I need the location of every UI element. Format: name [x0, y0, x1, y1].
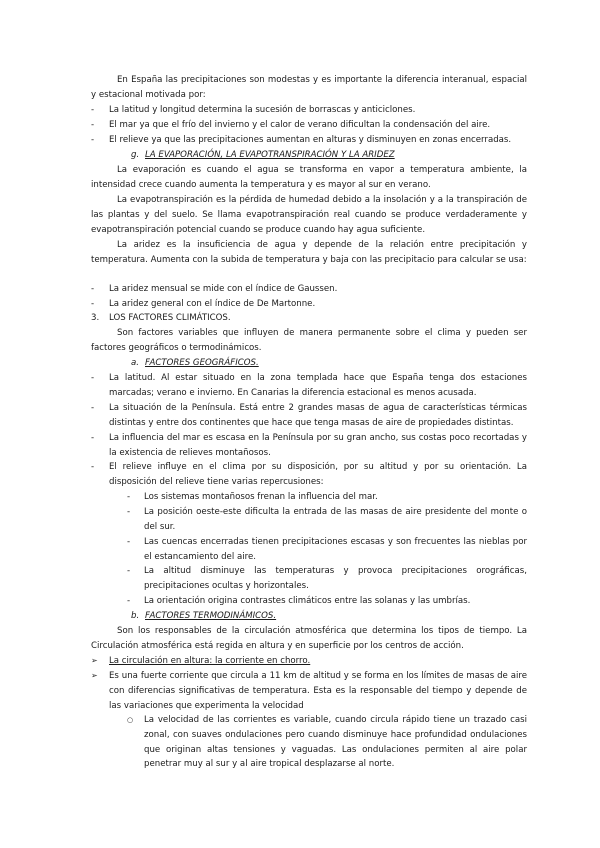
arrow-bullet-icon: ➢ [91, 656, 98, 665]
paragraph-factores: Son factores variables que influyen de manera permanente sobre el clima y pueden ser factores geográficos o termodinámicos. [91, 328, 527, 353]
dash-bullet: - [91, 403, 95, 413]
paragraph-evaporacion: La evaporación es cuando el agua se transforma en vapor a temperatura ambiente, la intensidad crece cuando aumenta la temperatura y es mayor al sur en verano. [91, 165, 527, 190]
dash-bullet: - [91, 105, 95, 115]
dash-bullet: - [127, 537, 131, 547]
dash-bullet: - [91, 284, 95, 294]
paragraph-evapotranspiracion: La evapotranspiración es la pérdida de humedad debido a la insolación y a la transpiración de las plantas y del suelo. Se llama evapotranspiración real cuando se produce verdaderamente y evapotranspiración potencial cuando se produce cuando hay agua suficiente. [91, 195, 527, 235]
circle-bullet-icon: ○ [127, 716, 134, 724]
dash-bullet: - [91, 299, 95, 309]
paragraph-intro: En España las precipitaciones son modestas y es importante la diferencia interanual, espacial y estacional motivada por: [91, 75, 527, 100]
dash-bullet: - [127, 507, 131, 517]
dash-bullet: - [91, 373, 95, 383]
arrow-bullet-icon: ➢ [91, 671, 98, 680]
dash-bullet: - [127, 566, 131, 576]
dash-bullet: - [91, 120, 95, 130]
dash-bullet: - [127, 492, 131, 502]
paragraph-aridez: La aridez es la insuficiencia de agua y depende de la relación entre precipitación y temperatura. Aumenta con la subida de temperatura y baja con las precipitacio para calcular se usa: [91, 240, 527, 265]
document-page: En España las precipitaciones son modestas y es importante la diferencia interanual, espacial y estacional motivada por: - La latitud y longitud determina la sucesión de borrascas y anticiclones. - El mar ya que el frío del invierno y el calor de verano dificultan la condensación del aire. - El relieve ya que las precipitaciones aumentan en alturas y disminuyen en zonas encerradas. g. LA EVAPORACIÓN, LA EVAPOTRANSPIRACIÓN Y LA ARIDEZ La evaporación es cuando el agua se transforma en vapor a temperatura ambiente, la intensidad crece cuando aumenta la temperatura y es mayor al sur en verano. La evapotranspiración es la pérdida de humedad debido a la insolación y a la transpiración de las plantas y del suelo. Se llama evapotranspiración real cuando se produce verdaderamente y evapotranspiración potencial cuando se produce cuando hay agua suficiente. La aridez es la insuficiencia de agua y depende de la relación entre precipitación y temperatura. Aumenta con la subida de temperatura y baja con las precipitacio para calcular se usa: - La aridez mensual se mide con el índice de Gaussen. - La aridez general con el índice de De Martonne. 3. LOS FACTORES CLIMÁTICOS. Son factores variables que influyen de manera permanente sobre el clima y pueden ser factores geográficos o termodinámicos. a. FACTORES GEOGRÁFICOS. - La latitud. Al estar situado en la zona templada hace que España tenga dos estaciones marcadas; verano e invierno. En Canarias la diferencia estacional es menos acusada. - La situación de la Península. Está entre 2 grandes masas de agua de características térmicas distintas y entre dos continentes que hace que tenga masas de aire de propiedades distintas. - La influencia del mar es escasa en la Península por su gran ancho, sus costas poco recortadas y la existencia de relieves montañosos. - El relieve influye en el clima por su disposición, por su altitud y por su orientación. La disposición del relieve tiene varias repercusiones: - Los sistemas montañosos frenan la influencia del mar. - La posición oeste-este dificulta la entrada de las masas de aire presidente del monte o del sur. - Las cuencas encerradas tienen precipitaciones escasas y son frecuentes las nieblas por el estancamiento del aire. - La altitud disminuye las temperaturas y provoca precipitaciones orográficas, precipitaciones ocultas y horizontales. - La orientación origina contrastes climáticos entre las solanas y las umbrías. b. FACTORES TERMODINÁMICOS. Son los responsables de la circulación atmosférica que determina los tipos de tiempo. La Circulación atmosférica está regida en altura y en superficie por los centros de acción. ➢ La circulación en altura: la corriente en chorro. ➢ Es una fuerte corriente que circula a 11 km de altitud y se forma en los límites de masas de aire con diferencias significativas de temperatura. Esta es la responsable del tiempo y depende de las variaciones que experimenta la velocidad ○ La velocidad de las corrientes es variable, cuando circula rápido tiene un trazado casi zonal, con suaves ondulaciones pero cuando disminuye hace profundidad ondulaciones que originan altas tensiones y vaguadas. Las ondulaciones permiten al aire polar penetrar muy al sur y al aire tropical desplazarse al norte. [91, 75, 527, 770]
dash-bullet: - [91, 135, 95, 145]
dash-bullet: - [91, 462, 95, 472]
paragraph-termodinamicos: Son los responsables de la circulación atmosférica que determina los tipos de tiempo. La Circulación atmosférica está regida en altura y en superficie por los centros de acción. [91, 626, 527, 651]
dash-bullet: - [127, 596, 131, 606]
dash-bullet: - [91, 433, 95, 443]
